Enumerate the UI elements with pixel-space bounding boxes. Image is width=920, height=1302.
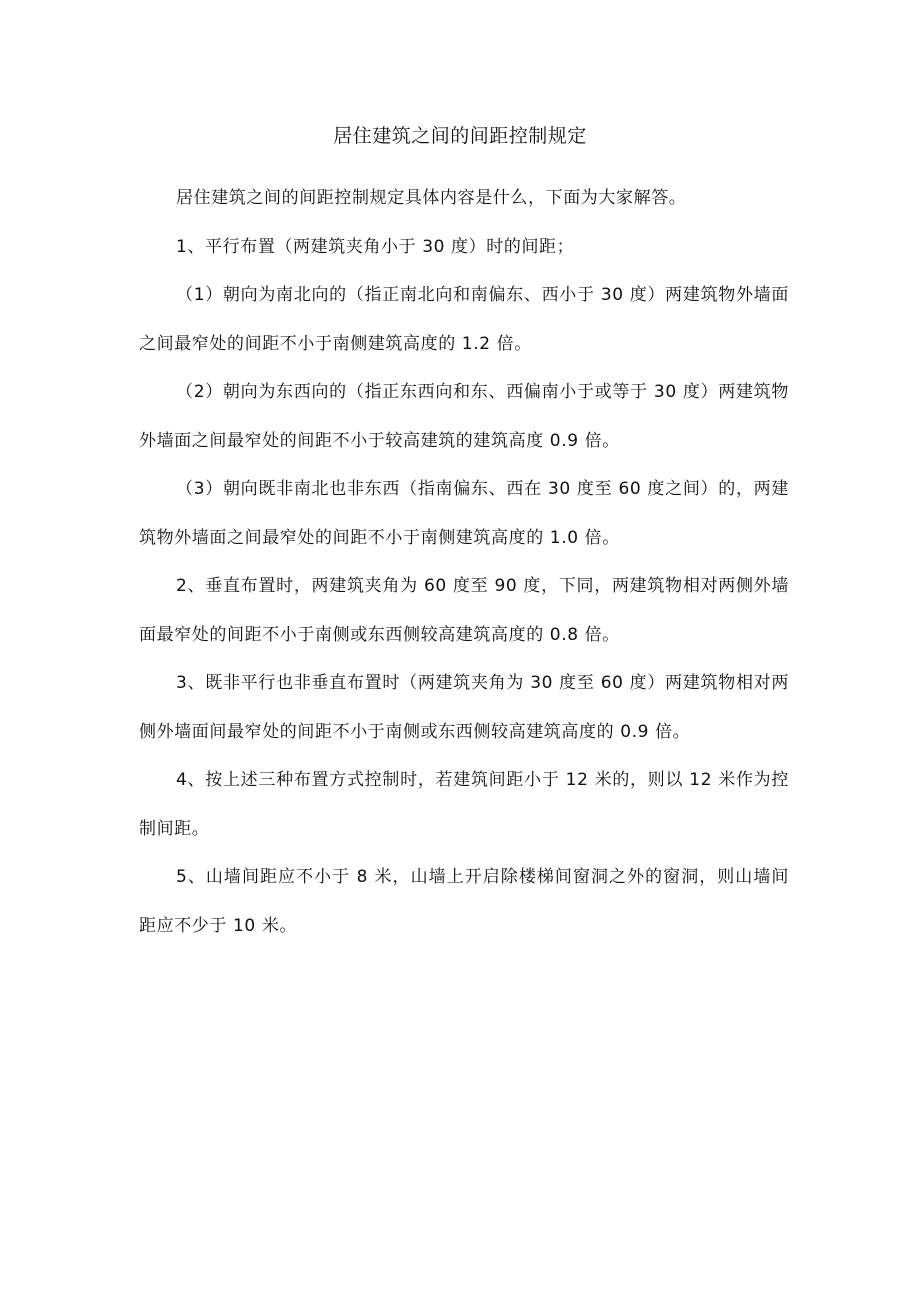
rule-5-paragraph: 5、山墙间距应不小于 8 米，山墙上开启除楼梯间窗洞之外的窗洞，则山墙间距应不少于 10 米。 xyxy=(139,867,789,936)
document-body xyxy=(139,174,789,950)
rule-1-3-paragraph: （3）朝向既非南北也非东西（指南偏东、西在 30 度至 60 度之间）的，两建筑物外墙面之间最窄处的间距不小于南侧建筑高度的 1.0 倍。 xyxy=(139,479,789,548)
rule-1-1-paragraph: （1）朝向为南北向的（指正南北向和南偏东、西小于 30 度）两建筑物外墙面之间最窄处的间距不小于南侧建筑高度的 1.2 倍。 xyxy=(139,285,789,354)
intro-paragraph: 居住建筑之间的间距控制规定具体内容是什么，下面为大家解答。 xyxy=(176,188,687,208)
rule-1-2-paragraph: （2）朝向为东西向的（指正东西向和东、西偏南小于或等于 30 度）两建筑物外墙面之间最窄处的间距不小于较高建筑的建筑高度 0.9 倍。 xyxy=(139,382,789,451)
rule-2-paragraph: 2、垂直布置时，两建筑夹角为 60 度至 90 度，下同，两建筑物相对两侧外墙面最窄处的间距不小于南侧或东西侧较高建筑高度的 0.8 倍。 xyxy=(139,576,789,645)
rule-1-heading: 1、平行布置（两建筑夹角小于 30 度）时的间距； xyxy=(176,236,575,257)
rule-3-paragraph: 3、既非平行也非垂直布置时（两建筑夹角为 30 度至 60 度）两建筑物相对两侧外墙面间最窄处的间距不小于南侧或东西侧较高建筑高度的 0.9 倍。 xyxy=(139,673,789,742)
document-title: 居住建筑之间的间距控制规定 xyxy=(333,125,587,147)
rule-4-paragraph: 4、按上述三种布置方式控制时，若建筑间距小于 12 米的，则以 12 米作为控制间距。 xyxy=(139,770,789,839)
